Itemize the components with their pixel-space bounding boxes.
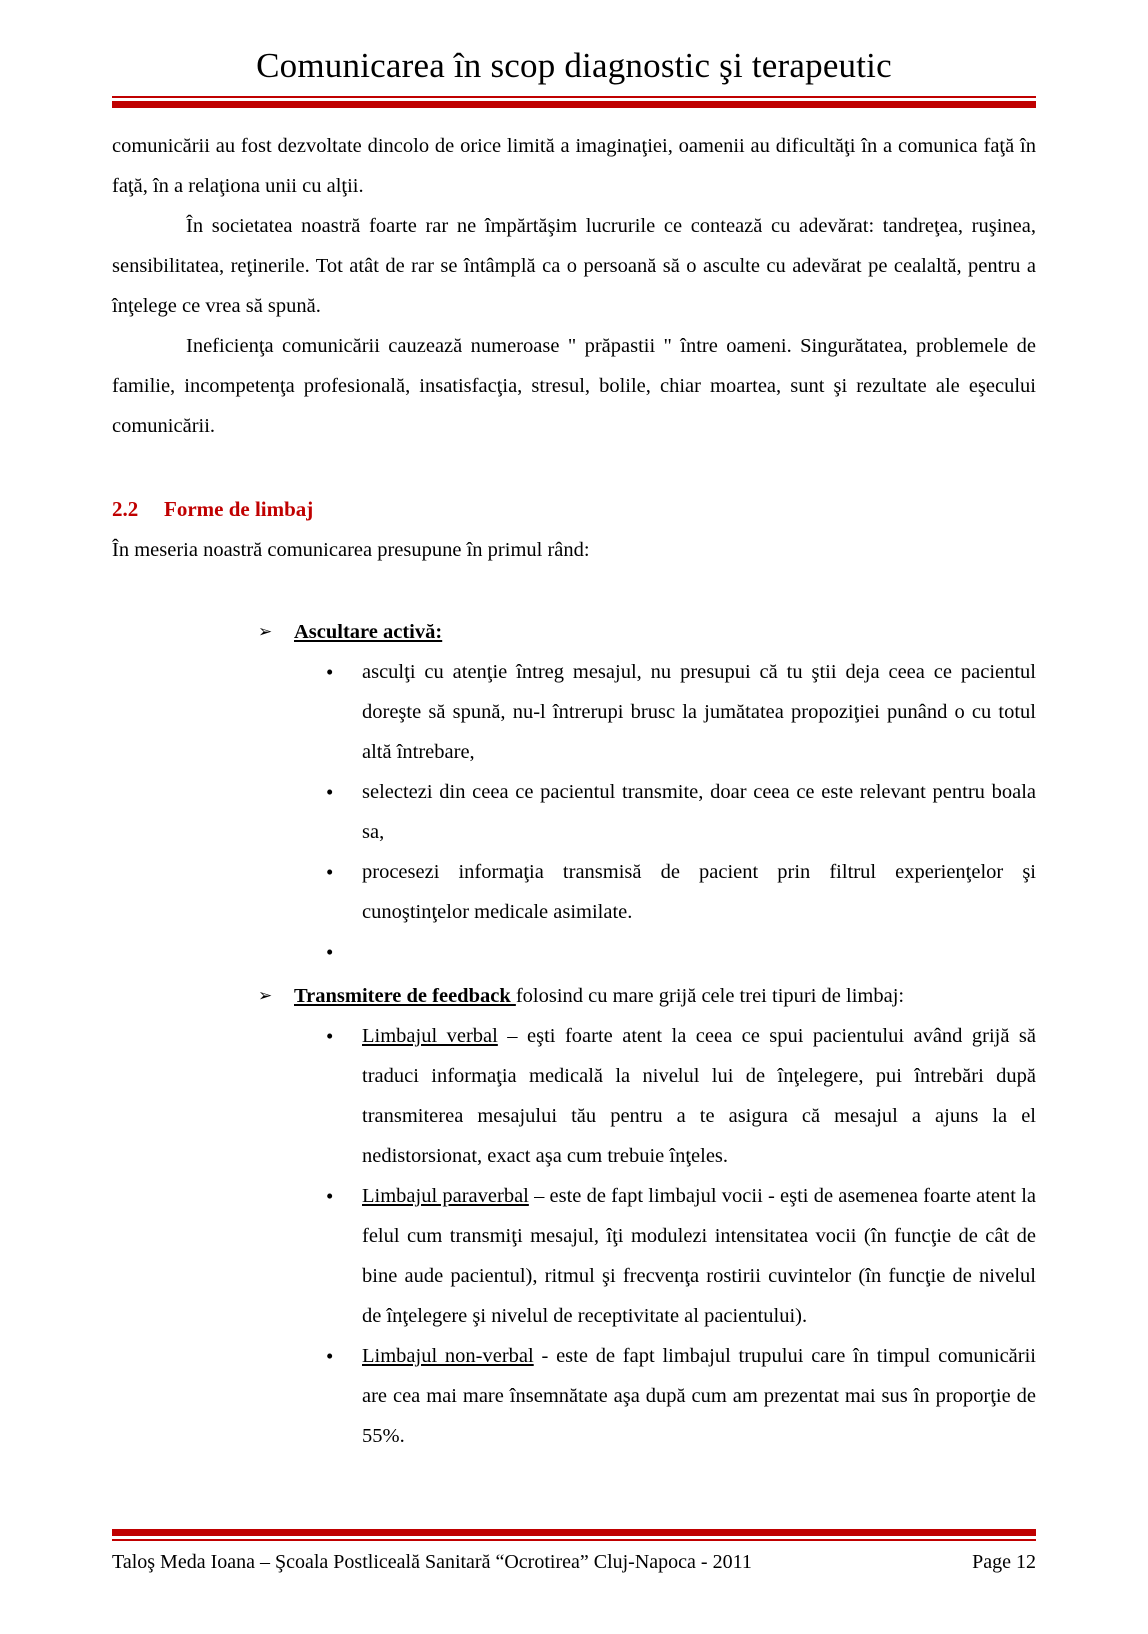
list-item — [112, 1176, 1036, 1336]
footer-row — [112, 1541, 1036, 1574]
outline-list-level1-feedback — [112, 976, 1036, 1016]
arrow-bullet-icon: ➢ — [258, 622, 273, 642]
list-item — [112, 852, 1036, 932]
list-item-term: Limbajul non-verbal — [362, 1345, 534, 1368]
footer-divider — [112, 1529, 1036, 1541]
page-number: Page 12 — [972, 1551, 1036, 1573]
list-item-text: - este de fapt limbajul trupului care în timpul comunicării are cea mai mare însemnătate aşa după cum am prezentat mai sus în proporţie de 55%. — [362, 1345, 1036, 1448]
list-item-term: Limbajul paraverbal — [362, 1185, 529, 1208]
section-number: 2.2 — [112, 497, 139, 522]
footer-author-text: Taloş Meda Ioana – Şcoala Postliceală Sanitară “Ocrotirea” Cluj-Napoca - 2011 — [112, 1551, 752, 1573]
list-item-text: selectezi din ceea ce pacientul transmite, doar ceea ce este relevant pentru boala sa, — [362, 781, 1036, 844]
list-item-term: Limbajul verbal — [362, 1025, 498, 1048]
list-item-heading: Transmitere de feedback — [294, 985, 516, 1008]
sublist-transmitere-feedback — [112, 1016, 1036, 1456]
list-item-heading: Ascultare activă: — [294, 621, 443, 644]
list-item — [112, 1016, 1036, 1176]
section-lead-text: În meseria noastră comunicarea presupune în primul rând: — [112, 539, 590, 562]
header-divider-thick-line — [112, 101, 1036, 108]
sublist-ascultare-activa — [112, 652, 1036, 972]
page-footer — [112, 1529, 1036, 1574]
dot-bullet-icon: • — [326, 860, 334, 885]
list-item-empty — [112, 932, 1036, 972]
body-paragraph-1: comunicării au fost dezvoltate dincolo de orice limită a imaginaţiei, oamenii au dificultăţi în a comunica faţă în faţă, în a relaţiona unii cu alţii. — [112, 135, 1036, 198]
dot-bullet-icon: • — [326, 1184, 334, 1209]
dot-bullet-icon: • — [326, 780, 334, 805]
header-divider — [112, 96, 1036, 108]
dot-bullet-icon: • — [326, 1344, 334, 1369]
list-item — [112, 772, 1036, 852]
list-item-text: – este de fapt limbajul vocii - eşti de asemenea foarte atent la felul cum transmiţi mesajul, îţi modulezi intensitatea vocii (în funcţie de cât de bine aude pacientul), ritmul şi frecvenţa rostirii cuvintelor (în funcţie de nivelul de înţelegere şi nivelul de receptivitate al pacientului). — [362, 1185, 1036, 1328]
dot-bullet-icon: • — [326, 940, 334, 965]
dot-bullet-icon: • — [326, 660, 334, 685]
outline-list-level1 — [112, 612, 1036, 652]
list-item-text: – eşti foarte atent la ceea ce spui pacientului având grijă să traduci informaţia medicală la nivelul lui de înţelegere, pui întrebări după transmiterea mesajului tău pentru a te asigura că mesajul a ajuns la el nedistorsionat, exact aşa cum trebuie înţeles. — [362, 1025, 1036, 1168]
list-item-text: asculţi cu atenţie întreg mesajul, nu presupui că tu ştii deja ceea ce pacientul doreşte să spună, nu-l întrerupi brusc la jumătatea propoziţiei punând o cu totul altă întrebare, — [362, 661, 1036, 764]
dot-bullet-icon: • — [326, 1024, 334, 1049]
list-item-heading-tail: folosind cu mare grijă cele trei tipuri de limbaj: — [515, 985, 905, 1008]
list-item — [112, 652, 1036, 772]
arrow-bullet-icon: ➢ — [258, 986, 273, 1006]
page-title: Comunicarea în scop diagnostic şi terapeutic — [256, 46, 892, 85]
body-paragraph-2: În societatea noastră foarte rar ne împărtăşim lucrurile ce contează cu adevărat: tandreţea, ruşinea, sensibilitatea, reţinerile. Tot atât de rar se întâmplă ca o persoană să o asculte cu adevărat pe cealaltă, pentru a înţelege ce vrea să spună. — [112, 215, 1036, 318]
section-title: Forme de limbaj — [164, 497, 314, 522]
section-heading — [112, 446, 1036, 528]
list-item-text: procesezi informaţia transmisă de pacient prin filtrul experienţelor şi cunoştinţelor medicale asimilate. — [362, 861, 1036, 924]
list-top-spacer — [112, 570, 1036, 612]
page-content — [112, 108, 1036, 1456]
footer-divider-thick-line — [112, 1529, 1036, 1536]
page-header — [112, 0, 1036, 108]
body-paragraph-3: Ineficienţa comunicării cauzează numeroase " prăpastii " între oameni. Singurătatea, problemele de familie, incompetenţa profesională, insatisfacţia, stresul, bolile, chiar moartea, sunt şi rezultate ale eşecului comunicării. — [112, 335, 1036, 438]
list-item — [112, 1336, 1036, 1456]
list-item-ascultare-activa — [112, 612, 1036, 652]
list-item-transmitere-feedback — [112, 976, 1036, 1016]
